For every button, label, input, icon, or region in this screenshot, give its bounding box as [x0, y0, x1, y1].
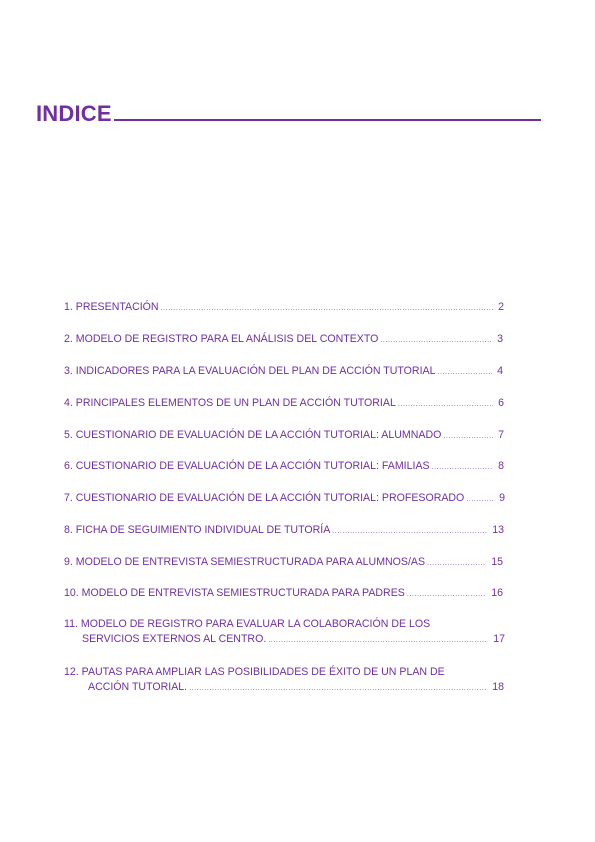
toc-entry-title: 5. CUESTIONARIO DE EVALUACIÓN DE LA ACCIÓN TUTORIAL: ALUMNADO [64, 429, 442, 441]
toc-leader [332, 524, 487, 539]
toc-entry-title: 10. MODELO DE ENTREVISTA SEMIESTRUCTURADA PARA PADRES [64, 587, 405, 599]
toc-page-number: 3 [497, 333, 503, 345]
toc-entry-4[interactable] [64, 396, 506, 412]
toc-entry-title-line2: SERVICIOS EXTERNOS AL CENTRO. [82, 633, 267, 645]
toc-leader [443, 429, 493, 444]
toc-page-number: 7 [498, 429, 504, 441]
toc-page-number: 16 [491, 587, 503, 599]
toc-entry-title-line1: 11. MODELO DE REGISTRO PARA EVALUAR LA COLABORACIÓN DE LOS [64, 618, 431, 630]
toc-leader [380, 333, 492, 348]
toc-page-number: 6 [498, 397, 504, 409]
toc-entry-title: 8. FICHA DE SEGUIMIENTO INDIVIDUAL DE TUTORÍA [64, 524, 331, 536]
toc-leader [432, 460, 494, 475]
page-title [36, 100, 541, 128]
toc-entry-title-line1: 12. PAUTAS PARA AMPLIAR LAS POSIBILIDADES DE ÉXITO DE UN PLAN DE [64, 666, 445, 678]
toc-page-number: 4 [497, 365, 503, 377]
title-underline [114, 119, 541, 121]
toc-entry-9[interactable] [64, 555, 506, 571]
toc-entry-6[interactable] [64, 459, 506, 475]
toc-entry-title: 6. CUESTIONARIO DE EVALUACIÓN DE LA ACCIÓN TUTORIAL: FAMILIAS [64, 460, 430, 472]
toc-leader [161, 301, 494, 316]
toc-leader [398, 397, 493, 412]
toc-entry-8[interactable] [64, 523, 506, 539]
toc-leader [437, 365, 492, 380]
toc-leader [268, 633, 488, 648]
toc-entry-1[interactable] [64, 300, 506, 316]
toc-entry-12[interactable] [64, 665, 506, 696]
toc-page-number: 8 [498, 460, 504, 472]
toc-leader [466, 492, 494, 507]
toc-page-number: 18 [492, 681, 504, 693]
toc-leader [189, 681, 487, 696]
toc-page-number: 9 [499, 492, 505, 504]
page-title-text: INDICE [36, 101, 112, 126]
toc-entry-2[interactable] [64, 332, 506, 348]
toc-entry-title: 1. PRESENTACIÓN [64, 301, 159, 313]
toc-entry-title: 4. PRINCIPALES ELEMENTOS DE UN PLAN DE ACCIÓN TUTORIAL [64, 397, 396, 409]
toc-entry-title-line2: ACCIÓN TUTORIAL. [88, 681, 188, 693]
toc-entry-11[interactable] [64, 617, 506, 648]
toc-entry-title: 7. CUESTIONARIO DE EVALUACIÓN DE LA ACCIÓN TUTORIAL: PROFESORADO [64, 492, 465, 504]
toc-entry-title: 2. MODELO DE REGISTRO PARA EL ANÁLISIS DEL CONTEXTO [64, 333, 379, 345]
toc-leader [407, 587, 486, 602]
toc-page-number: 17 [493, 633, 505, 645]
toc-page-number: 13 [492, 524, 504, 536]
toc-entry-title: 3. INDICADORES PARA LA EVALUACIÓN DEL PLAN DE ACCIÓN TUTORIAL [64, 365, 436, 377]
toc-entry-10[interactable] [64, 586, 506, 602]
toc-entry-5[interactable] [64, 428, 506, 444]
toc-page-number: 15 [491, 556, 503, 568]
toc-entry-7[interactable] [64, 491, 506, 507]
toc-entry-3[interactable] [64, 364, 506, 380]
toc-entry-title: 9. MODELO DE ENTREVISTA SEMIESTRUCTURADA PARA ALUMNOS/AS [64, 556, 426, 568]
toc-page-number: 2 [498, 301, 504, 313]
toc-leader [427, 556, 486, 571]
